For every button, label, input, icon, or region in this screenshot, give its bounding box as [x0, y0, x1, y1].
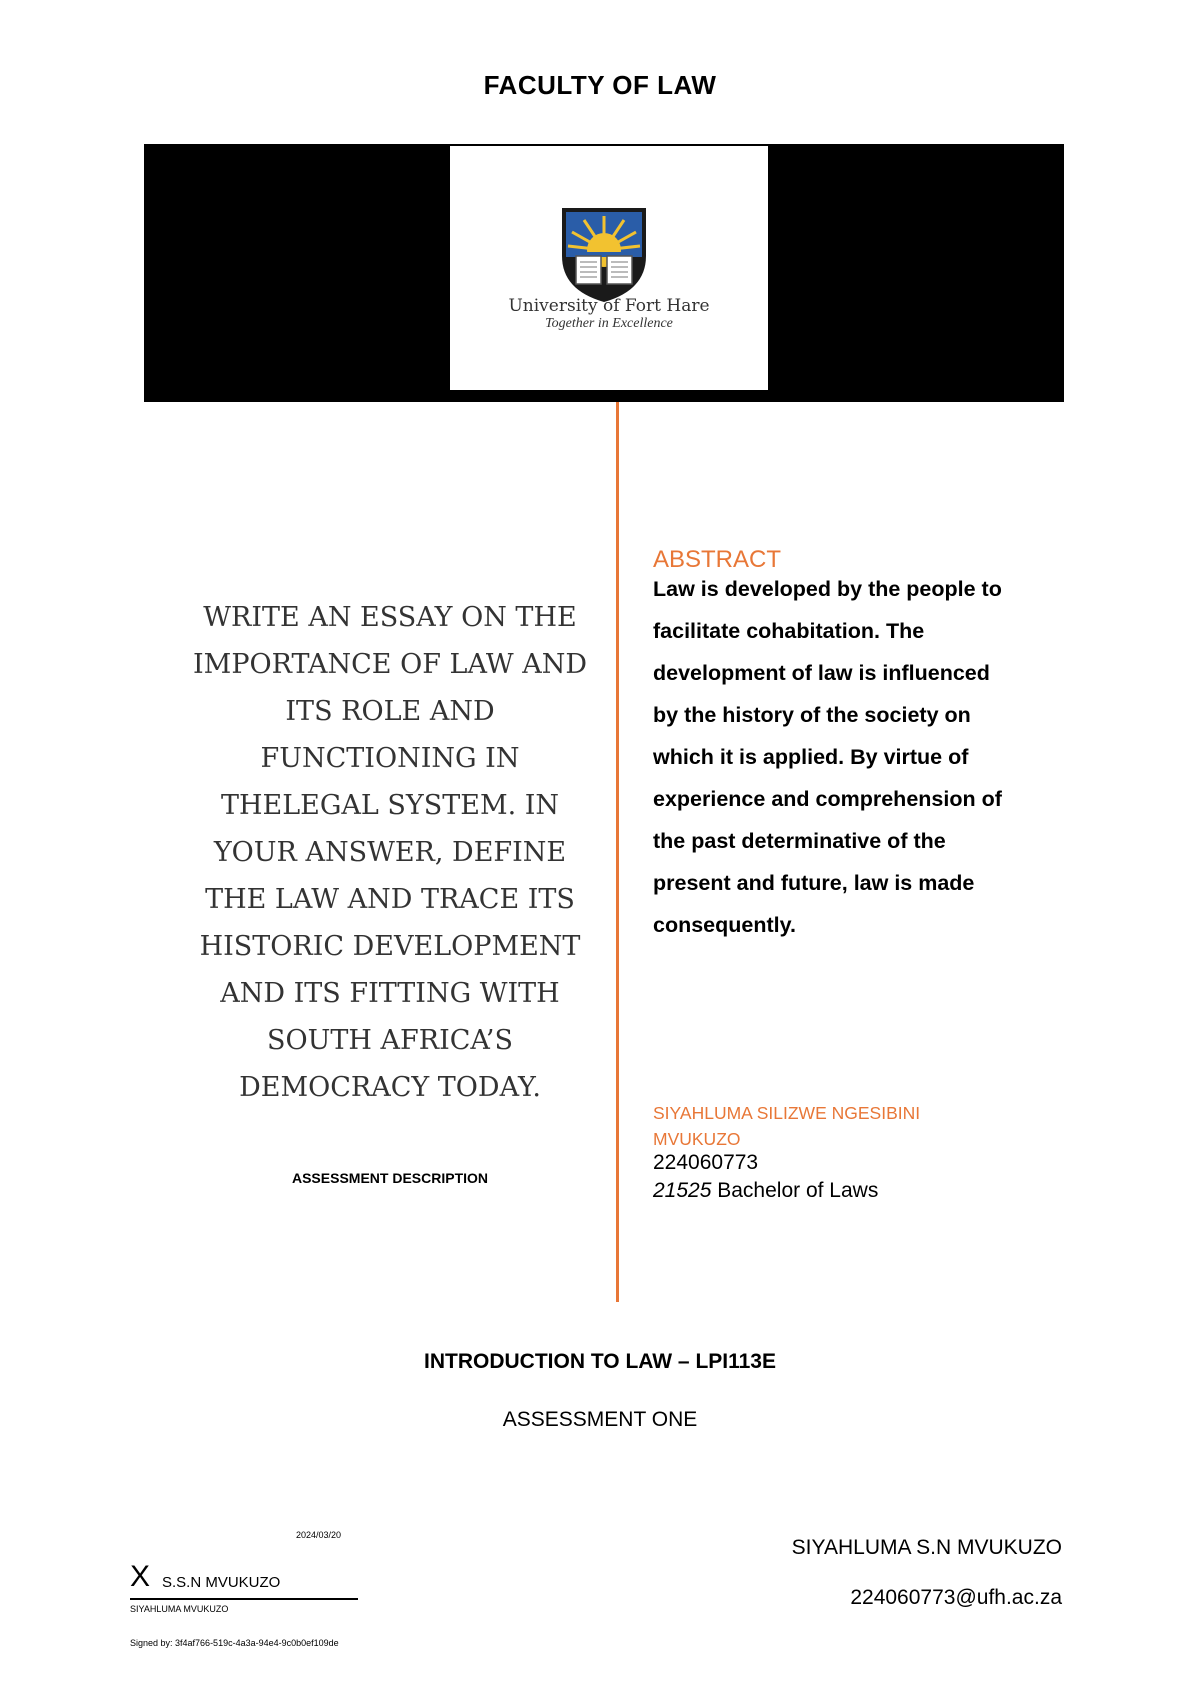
vertical-divider — [616, 402, 619, 1302]
signature-mark: X — [130, 1560, 151, 1593]
university-logo — [450, 146, 768, 390]
student-number: 224060773 — [653, 1151, 759, 1174]
essay-question: WRITE AN ESSAY ON THE IMPORTANCE OF LAW AND ITS ROLE AND FUNCTIONING IN THELEGAL SYSTEM. IN YOUR ANSWER, DEFINE THE LAW AND TRACE ITS HISTORIC DEVELOPMENT AND ITS FITTING WITH SOUTH AFRICA’S DEMOCRACY TODAY. — [193, 602, 587, 1103]
course-title: INTRODUCTION TO LAW – LPI113E — [424, 1350, 776, 1373]
university-motto: Together in Excellence — [545, 316, 673, 331]
contact-email[interactable]: 224060773@ufh.ac.za — [850, 1586, 1062, 1609]
student-full-name: SIYAHLUMA SILIZWE NGESIBINI MVUKUZO — [653, 1103, 921, 1149]
assessment-description-label: ASSESSMENT DESCRIPTION — [291, 1170, 489, 1186]
signature-id: Signed by: 3f4af766-519c-4a3a-94e4-9c0b0ef109de — [130, 1638, 339, 1648]
signature-name: S.S.N MVUKUZO — [162, 1574, 281, 1591]
abstract-heading: ABSTRACT — [653, 546, 782, 573]
abstract-body: Law is developed by the people to facilitate cohabitation. The development of law is influenced by the history of the society on which it is applied. By virtue of experience and comprehension of the past determinative of the present and future, law is made consequently. — [653, 577, 1002, 937]
contact-name: SIYAHLUMA S.N MVUKUZO — [791, 1536, 1062, 1559]
signature-date: 2024/03/20 — [296, 1530, 342, 1540]
signature-line — [130, 1598, 358, 1600]
programme-code: 21525 — [653, 1179, 712, 1202]
signature-signer: SIYAHLUMA MVUKUZO — [130, 1604, 229, 1614]
programme — [653, 1179, 878, 1203]
assessment-number: ASSESSMENT ONE — [502, 1408, 698, 1431]
programme-name: Bachelor of Laws — [711, 1179, 879, 1202]
faculty-title: FACULTY OF LAW — [483, 70, 717, 100]
university-crest-icon — [554, 204, 654, 304]
university-name: University of Fort Hare — [508, 296, 710, 316]
